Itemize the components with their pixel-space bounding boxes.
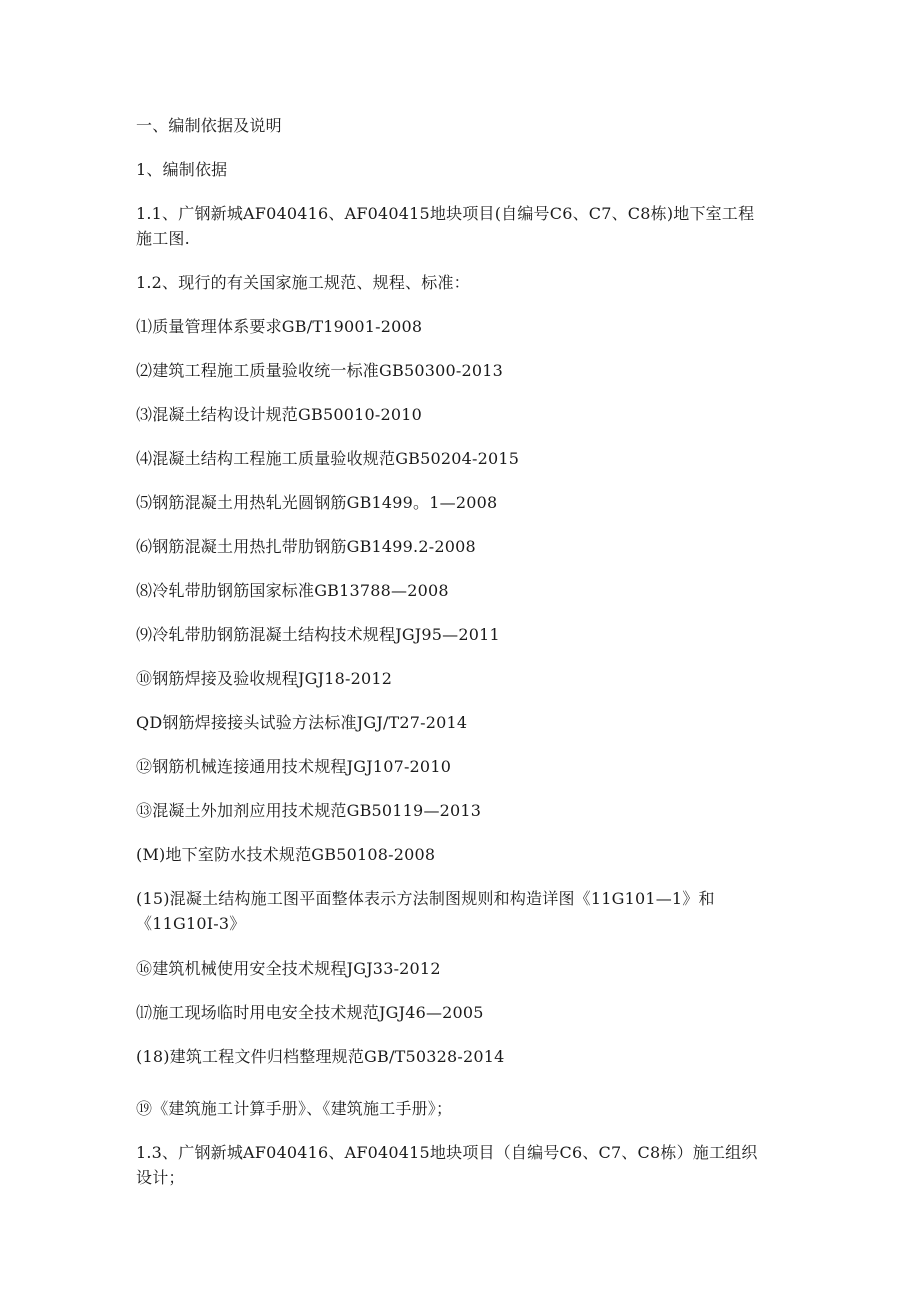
standard-item: ⑷混凝土结构工程施工质量验收规范GB50204-2015 [136, 449, 520, 468]
section-heading: 一、编制依据及说明 [136, 116, 282, 135]
standard-item: ⑶混凝土结构设计规范GB50010-2010 [136, 405, 422, 424]
standard-item: ⑼冷轧带肋钢筋混凝土结构技术规程JGJ95—2011 [136, 625, 500, 644]
standard-item-16: ⑯建筑机械使用安全技术规程JGJ33-2012 [136, 959, 441, 978]
paragraph-1-1-cont: 施工图. [136, 229, 190, 248]
paragraph-1-1: 1.1、广钢新城AF040416、AF040415地块项目(自编号C6、C7、C8栋)地下室工程 [136, 204, 755, 223]
paragraph-1-3: 1.3、广钢新城AF040416、AF040415地块项目（自编号C6、C7、C8栋）施工组织 [136, 1143, 758, 1162]
standard-item: ⑴质量管理体系要求GB/T19001-2008 [136, 317, 423, 336]
standard-item: (M)地下室防水技术规范GB50108-2008 [136, 845, 436, 864]
standard-item-17: ⒄施工现场临时用电安全技术规范JGJ46—2005 [136, 1003, 484, 1022]
paragraph-1-3-cont: 设计； [136, 1168, 185, 1187]
standard-item: ⑵建筑工程施工质量验收统一标准GB50300-2013 [136, 361, 503, 380]
standard-item: ⑬混凝土外加剂应用技术规范GB50119—2013 [136, 801, 482, 820]
standard-item: ⑹钢筋混凝土用热扎带肋钢筋GB1499.2-2008 [136, 537, 476, 556]
standard-item: ⑫钢筋机械连接通用技术规程JGJ107-2010 [136, 757, 452, 776]
standard-item-19: ⑲《建筑施工计算手册》、《建筑施工手册》； [136, 1099, 453, 1118]
subsection-heading: 1、编制依据 [136, 160, 228, 179]
standard-item: ⑻冷轧带肋钢筋国家标准GB13788—2008 [136, 581, 449, 600]
standard-item-15-cont: 《11G10I-3》 [136, 914, 246, 933]
standard-item-18: (18)建筑工程文件归档整理规范GB/T50328-2014 [136, 1047, 505, 1066]
paragraph-1-2: 1.2、现行的有关国家施工规范、规程、标准： [136, 273, 470, 292]
standard-item: QD钢筋焊接接头试验方法标准JGJ/T27-2014 [136, 713, 468, 732]
standard-item: ⑩钢筋焊接及验收规程JGJ18-2012 [136, 669, 393, 688]
standard-item: ⑸钢筋混凝土用热轧光圆钢筋GB1499。1—2008 [136, 493, 498, 512]
standard-item-15: (15)混凝土结构施工图平面整体表示方法制图规则和构造详图《11G101—1》和 [136, 889, 715, 908]
